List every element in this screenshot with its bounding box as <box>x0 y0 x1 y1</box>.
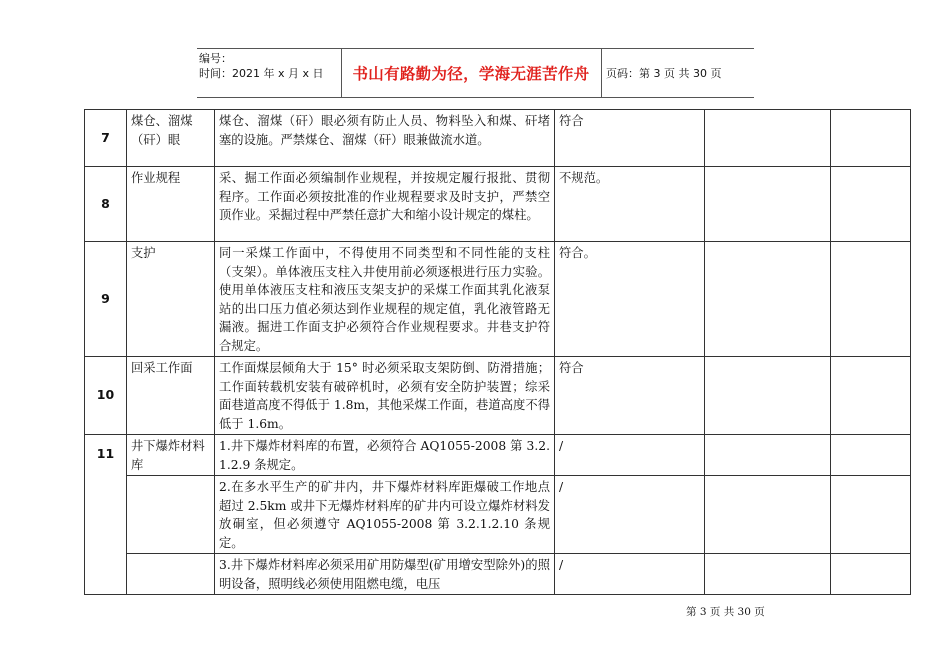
row-result: 符合 <box>555 110 705 167</box>
table-row <box>85 167 911 242</box>
row-content: 工作面煤层倾角大于 15° 时必须采取支架防倒、防滑措施；工作面转载机安装有破碎机时，必须有安全防护装置；综采面巷道高度不得低于 1.8m，其他采煤工作面，巷道高度不得低于 1.6m。 <box>215 357 555 435</box>
page-footer: 第 3 页 共 30 页 <box>686 606 765 618</box>
row-number: 10 <box>85 357 127 435</box>
row-content: 3.井下爆炸材料库必须采用矿用防爆型(矿用增安型除外)的照明设备，照明线必须使用阻燃电缆，电压 <box>215 554 555 595</box>
row-content: 1.井下爆炸材料库的布置，必须符合 AQ1055-2008 第 3.2.1.2.9 条规定。 <box>215 435 555 476</box>
table-row <box>85 242 911 357</box>
row-item <box>127 476 215 554</box>
header-meta <box>199 51 339 81</box>
row-blank-cell <box>831 110 911 167</box>
header-divider <box>341 49 342 97</box>
row-item <box>127 554 215 595</box>
row-number: 7 <box>85 110 127 167</box>
row-result: / <box>555 435 705 476</box>
number-label: 编号： <box>199 52 232 65</box>
row-result: / <box>555 476 705 554</box>
row-blank-cell <box>705 476 831 554</box>
row-blank-cell <box>705 554 831 595</box>
time-label: 时间：2021 年 x 月 x 日 <box>199 67 324 80</box>
row-item: 作业规程 <box>127 167 215 242</box>
inspection-table <box>84 109 911 595</box>
table-row <box>85 110 911 167</box>
header-divider <box>601 49 602 97</box>
row-result: 符合。 <box>555 242 705 357</box>
header-page-info: 页码：第 3 页 共 30 页 <box>606 67 722 80</box>
row-blank-cell <box>831 167 911 242</box>
header-motto: 书山有路勤为径，学海无涯苦作舟 <box>352 65 590 83</box>
table-row <box>85 476 911 554</box>
row-item: 井下爆炸材料库 <box>127 435 215 476</box>
row-result: / <box>555 554 705 595</box>
row-blank-cell <box>705 357 831 435</box>
row-content: 同一采煤工作面中，不得使用不同类型和不同性能的支柱（支架）。单体液压支柱入井使用前必须逐根进行压力实验。使用单体液压支柱和液压支架支护的采煤工作面其乳化液泵站的出口压力值必须达到作业规程的规定值，乳化液管路无漏液。掘进工作面支护必须符合作业规程要求。井巷支护符合规定。 <box>215 242 555 357</box>
row-item: 回采工作面 <box>127 357 215 435</box>
row-result: 符合 <box>555 357 705 435</box>
row-number: 11 <box>85 435 127 595</box>
row-content: 采、掘工作面必须编制作业规程，并按规定履行报批、贯彻程序。工作面必须按批准的作业规程要求及时支护，严禁空顶作业。采掘过程中严禁任意扩大和缩小设计规定的煤柱。 <box>215 167 555 242</box>
table-row <box>85 357 911 435</box>
row-item: 支护 <box>127 242 215 357</box>
row-number: 8 <box>85 167 127 242</box>
row-blank-cell <box>831 357 911 435</box>
row-number: 9 <box>85 242 127 357</box>
row-blank-cell <box>705 110 831 167</box>
table-row <box>85 554 911 595</box>
table-row <box>85 435 911 476</box>
row-content: 煤仓、溜煤（矸）眼必须有防止人员、物料坠入和煤、矸堵塞的设施。严禁煤仓、溜煤（矸）眼兼做流水道。 <box>215 110 555 167</box>
row-blank-cell <box>831 242 911 357</box>
row-blank-cell <box>831 554 911 595</box>
row-blank-cell <box>705 167 831 242</box>
page-header <box>197 48 754 98</box>
row-blank-cell <box>705 435 831 476</box>
row-blank-cell <box>831 476 911 554</box>
row-blank-cell <box>705 242 831 357</box>
row-item: 煤仓、溜煤（矸）眼 <box>127 110 215 167</box>
row-result: 不规范。 <box>555 167 705 242</box>
row-blank-cell <box>831 435 911 476</box>
row-content: 2.在多水平生产的矿井内，井下爆炸材料库距爆破工作地点超过 2.5km 或井下无爆炸材料库的矿井内可设立爆炸材料发放硐室，但必须遵守 AQ1055-2008 第 3.2.1.2.10 条规定。 <box>215 476 555 554</box>
